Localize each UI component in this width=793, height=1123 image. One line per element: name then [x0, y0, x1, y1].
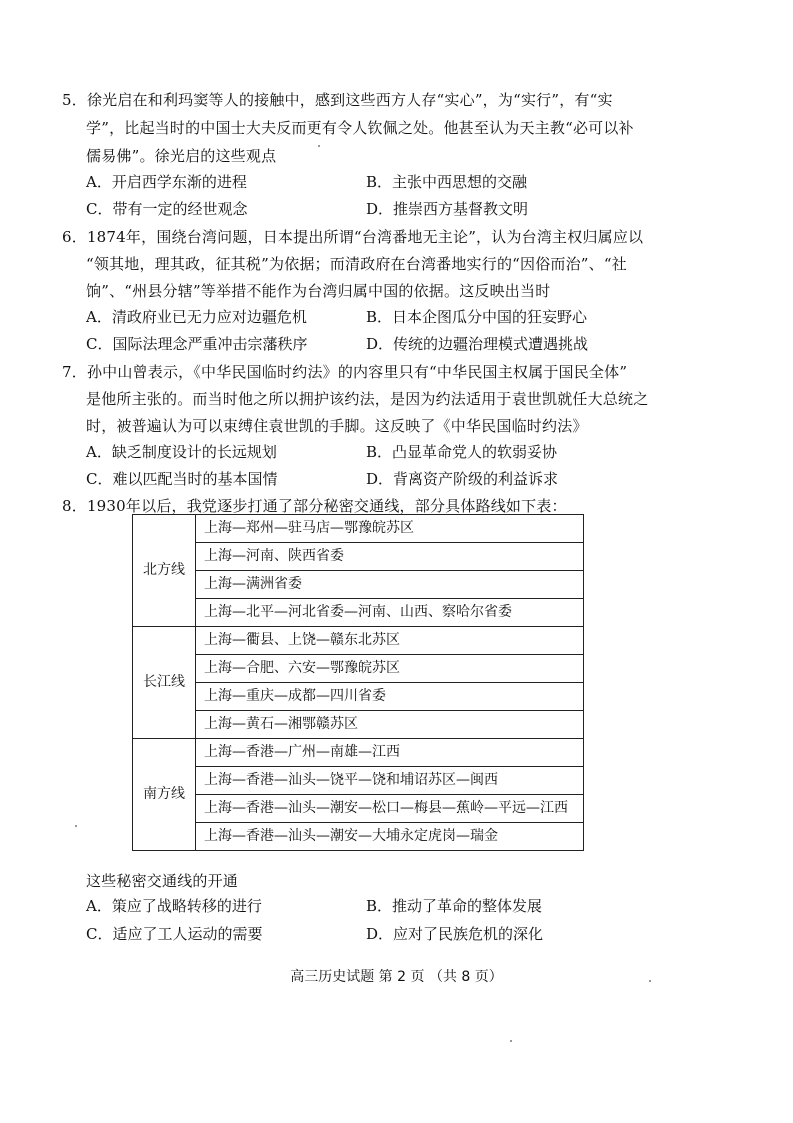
q6-line-3: 饷”、“州县分辖”等举措不能作为台湾归属中国的依据。这反映出当时	[86, 282, 551, 300]
table-row	[133, 655, 584, 683]
table-row	[133, 795, 584, 823]
q7-option-b: B．凸显革命党人的软弱妥协	[366, 443, 558, 461]
table-row	[133, 739, 584, 767]
q5-option-c: C．带有一定的经世观念	[86, 200, 248, 218]
secret-routes-table	[132, 514, 584, 851]
table-row	[133, 823, 584, 851]
route-cell: 上海—满洲省委	[196, 571, 584, 599]
q5-option-b: B．主张中西思想的交融	[366, 173, 528, 191]
q5-line-2: 学”，比起当时的中国士大夫反而更有令人钦佩之处。他甚至认为天主教“必可以补	[86, 119, 634, 137]
q7-option-a: A．缺乏制度设计的长远规划	[86, 443, 277, 461]
route-cell: 上海—合肥、六安—鄂豫皖苏区	[196, 655, 584, 683]
q6-option-b: B．日本企图瓜分中国的狂妄野心	[366, 308, 588, 326]
route-cell: 上海—北平—河北省委—河南、山西、察哈尔省委	[196, 599, 584, 627]
q8-option-b: B．推动了革命的整体发展	[366, 897, 543, 915]
q6-line-2: “领其地，理其政，征其税”为依据；而清政府在台湾番地实行的“因俗而治”、“社	[86, 255, 627, 273]
q7-line-3: 时，被普遍认为可以束缚住袁世凯的手脚。这反映了《中华民国临时约法》	[86, 417, 588, 435]
route-cell: 上海—重庆—成都—四川省委	[196, 683, 584, 711]
route-cell: 上海—香港—汕头—潮安—松口—梅县—蕉岭—平远—江西	[196, 795, 584, 823]
category-yangtze: 长江线	[133, 627, 196, 739]
scan-speck	[318, 145, 320, 147]
route-cell: 上海—衢县、上饶—赣东北苏区	[196, 627, 584, 655]
table-row	[133, 515, 584, 543]
q8-intro: 8．1930年以后，我党逐步打通了部分秘密交通线，部分具体路线如下表：	[62, 497, 567, 515]
table-row	[133, 683, 584, 711]
q7-option-d: D．背离资产阶级的利益诉求	[366, 470, 559, 488]
q5-option-d: D．推崇西方基督教文明	[366, 200, 529, 218]
scan-speck	[649, 980, 651, 982]
route-cell: 上海—河南、陕西省委	[196, 543, 584, 571]
route-cell: 上海—郑州—驻马店—鄂豫皖苏区	[196, 515, 584, 543]
route-cell: 上海—香港—广州—南雄—江西	[196, 739, 584, 767]
q8-stem: 这些秘密交通线的开通	[86, 872, 239, 890]
page-footer: 高三历史试题 第 2 页 （共 8 页）	[290, 969, 503, 985]
q7-line-1: 7．孙中山曾表示，《中华民国临时约法》的内容里只有“中华民国主权属于国民全体”	[62, 363, 628, 381]
q8-option-a: A．策应了战略转移的进行	[86, 897, 262, 915]
table-row	[133, 627, 584, 655]
table-row	[133, 571, 584, 599]
q8-option-d: D．应对了民族危机的深化	[366, 925, 544, 943]
q6-line-1: 6．1874年，围绕台湾问题，日本提出所谓“台湾番地无主论”，认为台湾主权归属应以	[62, 228, 644, 246]
q7-line-2: 是他所主张的。而当时他之所以拥护该约法，是因为约法适用于袁世凯就任大总统之	[86, 390, 649, 408]
table-row	[133, 599, 584, 627]
scan-speck	[510, 1040, 512, 1042]
category-north: 北方线	[133, 515, 196, 627]
route-cell: 上海—香港—汕头—潮安—大埔永定虎岗—瑞金	[196, 823, 584, 851]
q7-option-c: C．难以匹配当时的基本国情	[86, 470, 278, 488]
route-cell: 上海—香港—汕头—饶平—饶和埔诏苏区—闽西	[196, 767, 584, 795]
table-row	[133, 543, 584, 571]
q5-line-3: 儒易佛”。徐光启的这些观点	[86, 147, 277, 165]
route-cell: 上海—黄石—湘鄂赣苏区	[196, 711, 584, 739]
q8-option-c: C．适应了工人运动的需要	[86, 925, 263, 943]
q5-option-a: A．开启西学东渐的进程	[86, 173, 247, 191]
q6-option-d: D．传统的边疆治理模式遭遇挑战	[366, 335, 589, 353]
q6-option-c: C．国际法理念严重冲击宗藩秩序	[86, 335, 308, 353]
table-row	[133, 711, 584, 739]
category-south: 南方线	[133, 739, 196, 851]
scan-speck	[75, 825, 77, 827]
q6-option-a: A．清政府业已无力应对边疆危机	[86, 308, 307, 326]
table-row	[133, 767, 584, 795]
q5-line-1: 5．徐光启在和利玛窦等人的接触中，感到这些西方人存“实心”，为“实行”，有“实	[62, 91, 613, 109]
